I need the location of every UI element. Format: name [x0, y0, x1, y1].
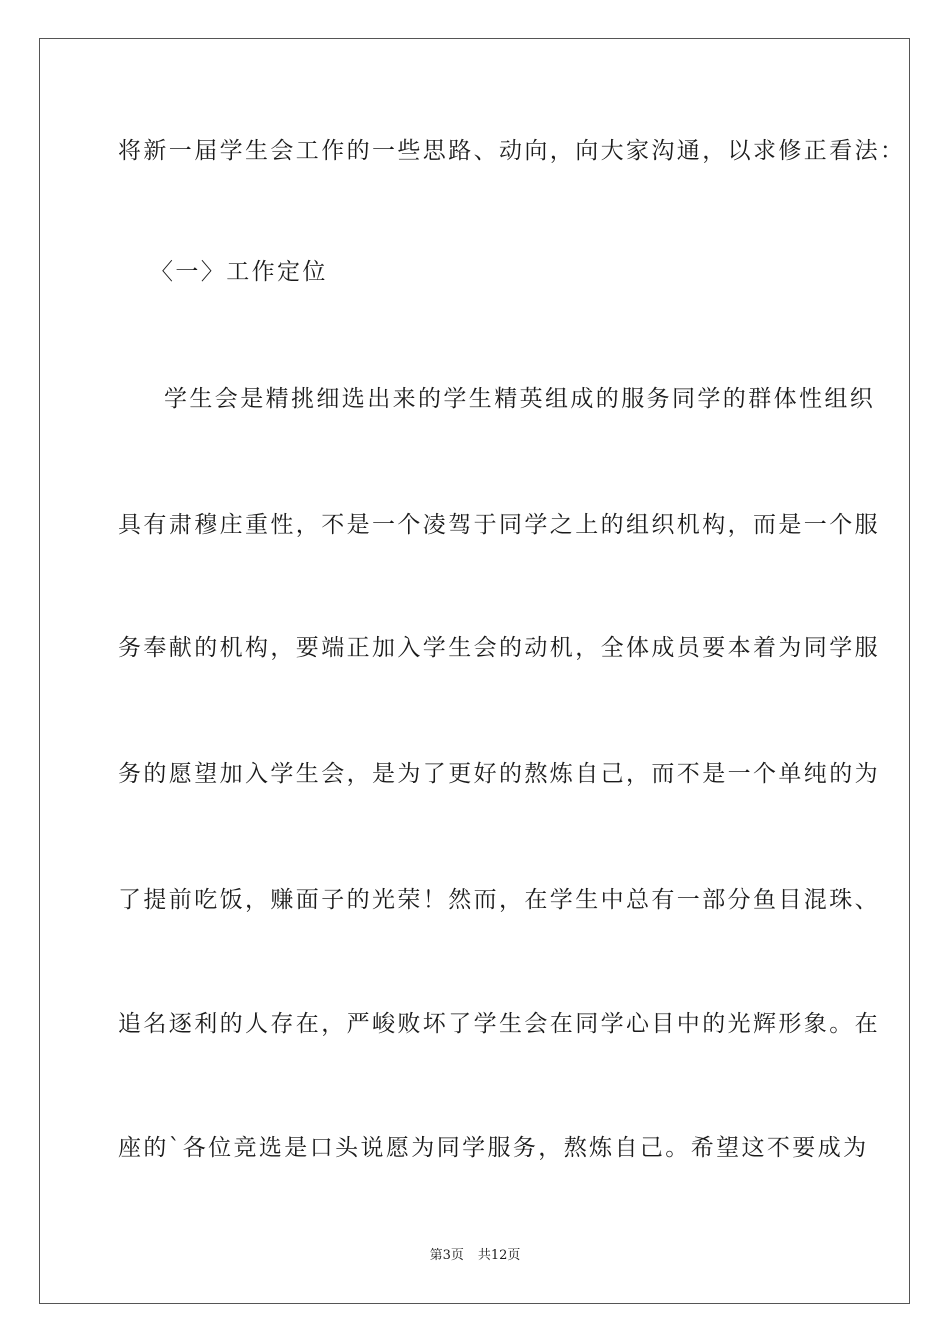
- text-line-7: 了提前吃饭，赚面子的光荣！然而，在学生中总有一部分鱼目混珠、: [118, 887, 880, 913]
- page-total: 共12页: [477, 1248, 521, 1263]
- section-heading: 〈一〉工作定位: [150, 259, 328, 285]
- page-footer: [0, 1248, 950, 1264]
- text-line-5: 务奉献的机构，要端正加入学生会的动机，全体成员要本着为同学服: [118, 635, 880, 661]
- text-line-1: 将新一届学生会工作的一些思路、动向，向大家沟通，以求修正看法：: [118, 138, 906, 164]
- text-line-4: 具有肃穆庄重性，不是一个凌驾于同学之上的组织机构，而是一个服: [118, 512, 880, 538]
- text-line-8: 追名逐利的人存在，严峻败坏了学生会在同学心目中的光辉形象。在: [118, 1011, 880, 1037]
- text-line-3: 学生会是精挑细选出来的学生精英组成的服务同学的群体性组织: [164, 386, 876, 412]
- page-number: 第3页: [429, 1248, 464, 1263]
- text-line-9: 座的`各位竞选是口头说愿为同学服务，熬炼自己。希望这不要成为: [118, 1135, 869, 1161]
- page-border: [39, 38, 910, 1304]
- text-line-6: 务的愿望加入学生会，是为了更好的熬炼自己，而不是一个单纯的为: [118, 761, 880, 787]
